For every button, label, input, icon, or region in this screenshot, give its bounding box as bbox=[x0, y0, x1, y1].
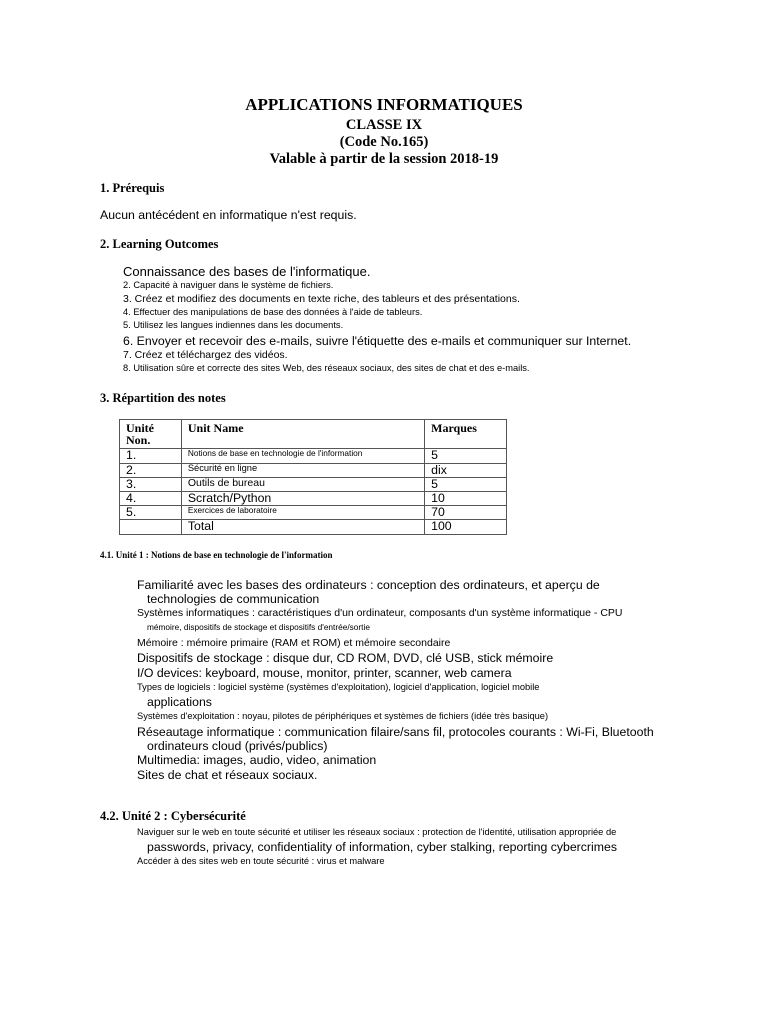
unit1-item: Multimedia: images, audio, video, animation bbox=[137, 753, 377, 767]
total-label: Total bbox=[181, 520, 424, 535]
unit1-item: Systèmes d'exploitation : noyau, pilotes de périphériques et systèmes de fichiers (idée très basique) bbox=[137, 711, 549, 721]
outcome-item-4: 4. Effectuer des manipulations de base des données à l'aide de tableurs. bbox=[123, 307, 423, 317]
row-marks: dix bbox=[425, 464, 507, 478]
section-outcomes-heading: 2. Learning Outcomes bbox=[100, 237, 219, 251]
unit2-item: Naviguer sur le web en toute sécurité et utiliser les réseaux sociaux : protection de l'identité, utilisation appropriée de bbox=[137, 827, 617, 837]
row-num: 3. bbox=[120, 478, 182, 492]
row-marks: 5 bbox=[425, 478, 507, 492]
unit2-item-cont: passwords, privacy, confidentiality of information, cyber stalking, reporting cybercrimes bbox=[147, 840, 617, 854]
unit1-item: Mémoire : mémoire primaire (RAM et ROM) et mémoire secondaire bbox=[137, 637, 451, 649]
outcome-item-6: 6. Envoyer et recevoir des e-mails, suivre l'étiquette des e-mails et communiquer sur Internet. bbox=[123, 334, 632, 348]
row-name: Sécurité en ligne bbox=[181, 464, 424, 478]
row-name: Outils de bureau bbox=[181, 478, 424, 492]
marks-table bbox=[119, 419, 507, 535]
unit1-item: Types de logiciels : logiciel système (systèmes d'exploitation), logiciel d'application, logiciel mobile bbox=[137, 682, 540, 692]
outcome-item-8: 8. Utilisation sûre et correcte des sites Web, des réseaux sociaux, des sites de chat et des e-mails. bbox=[123, 363, 530, 373]
row-name: Scratch/Python bbox=[181, 492, 424, 506]
table-row bbox=[120, 492, 507, 506]
unit1-heading: 4.1. Unité 1 : Notions de base en technologie de l'information bbox=[100, 550, 333, 560]
table-row bbox=[120, 506, 507, 520]
row-marks: 70 bbox=[425, 506, 507, 520]
prerequisites-text: Aucun antécédent en informatique n'est requis. bbox=[100, 208, 357, 222]
unit1-item: Dispositifs de stockage : disque dur, CD ROM, DVD, clé USB, stick mémoire bbox=[137, 651, 554, 665]
table-row bbox=[120, 478, 507, 492]
unit1-item: Sites de chat et réseaux sociaux. bbox=[137, 768, 318, 782]
unit1-item: Réseautage informatique : communication filaire/sans fil, protocoles courants : Wi-Fi, Bluetooth bbox=[137, 725, 654, 739]
outcome-item-1: Connaissance des bases de l'informatique. bbox=[123, 264, 371, 279]
header-marks: Marques bbox=[425, 420, 507, 449]
header-unit-name: Unit Name bbox=[181, 420, 424, 449]
row-num: 2. bbox=[120, 464, 182, 478]
section-marks-heading: 3. Répartition des notes bbox=[100, 391, 226, 405]
table-total-row bbox=[120, 520, 507, 535]
code-label: (Code No.165) bbox=[339, 134, 429, 150]
header-unit-line1: Unité bbox=[126, 421, 154, 435]
class-label: CLASSE IX bbox=[345, 117, 423, 133]
unit1-item-cont: ordinateurs cloud (privés/publics) bbox=[147, 739, 328, 753]
outcome-item-7: 7. Créez et téléchargez des vidéos. bbox=[123, 349, 288, 361]
row-num: 5. bbox=[120, 506, 182, 520]
unit1-item: Familiarité avec les bases des ordinateurs : conception des ordinateurs, et aperçu de bbox=[137, 578, 600, 592]
outcome-item-5: 5. Utilisez les langues indiennes dans les documents. bbox=[123, 320, 344, 330]
header-unit bbox=[120, 420, 182, 449]
row-marks: 10 bbox=[425, 492, 507, 506]
header-unit-line2: Non. bbox=[126, 433, 151, 447]
outcome-item-3: 3. Créez et modifiez des documents en texte riche, des tableurs et des présentations. bbox=[123, 293, 520, 305]
unit1-item: I/O devices: keyboard, mouse, monitor, printer, scanner, web camera bbox=[137, 666, 512, 680]
row-num: 4. bbox=[120, 492, 182, 506]
unit1-item-cont: mémoire, dispositifs de stockage et dispositifs d'entrée/sortie bbox=[147, 622, 370, 632]
unit2-heading: 4.2. Unité 2 : Cybersécurité bbox=[100, 809, 246, 823]
unit1-item-cont: applications bbox=[147, 695, 212, 709]
document-title: APPLICATIONS INFORMATIQUES bbox=[245, 95, 523, 114]
total-value: 100 bbox=[425, 520, 507, 535]
unit2-item: Accéder à des sites web en toute sécurité : virus et malware bbox=[137, 856, 385, 866]
outcome-item-2: 2. Capacité à naviguer dans le système de fichiers. bbox=[123, 280, 334, 290]
row-num: 1. bbox=[120, 449, 182, 464]
validity-label: Valable à partir de la session 2018-19 bbox=[269, 151, 499, 167]
row-num-empty bbox=[120, 520, 182, 535]
table-row bbox=[120, 449, 507, 464]
table-header-row bbox=[120, 420, 507, 449]
unit1-item-cont: technologies de communication bbox=[147, 592, 320, 606]
row-name: Exercices de laboratoire bbox=[181, 506, 424, 520]
unit1-item: Systèmes informatiques : caractéristiques d'un ordinateur, composants d'un système informatique - CPU bbox=[137, 607, 623, 619]
row-marks: 5 bbox=[425, 449, 507, 464]
row-name: Notions de base en technologie de l'information bbox=[181, 449, 424, 464]
table-row bbox=[120, 464, 507, 478]
section-prerequisites-heading: 1. Prérequis bbox=[100, 181, 165, 195]
